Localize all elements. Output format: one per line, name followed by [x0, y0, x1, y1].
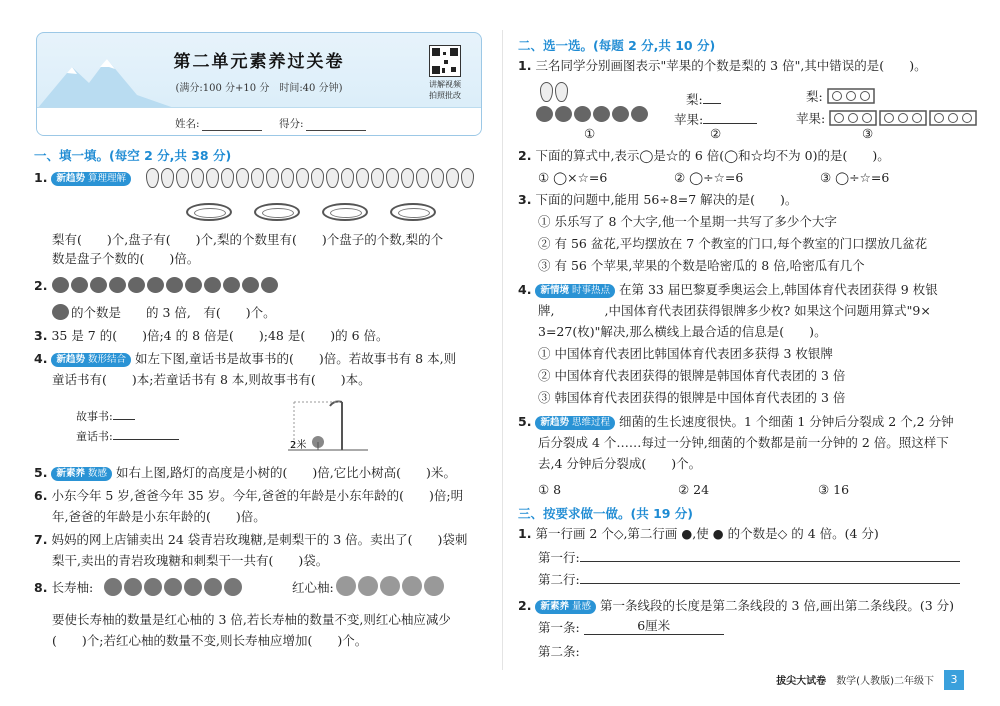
- c5-option-b: ② 24: [678, 482, 710, 497]
- score-field[interactable]: [306, 121, 366, 131]
- q4-diagram-b: 童话书:: [76, 428, 179, 445]
- d2-row-2: 第二条:: [538, 644, 580, 659]
- c1-fig2-pear: 梨:: [686, 92, 721, 108]
- d1-text: 1. 第一行画 2 个◇,第二行画 ●,使 ● 的个数是◇ 的 4 倍。(4 分): [518, 526, 879, 541]
- q8-text-2: ( )个;若红心柚的数量不变,则长寿柚应增加( )个。: [52, 633, 368, 648]
- q1-text-2: 数是盘子个数的( )倍。: [52, 251, 200, 266]
- c1-option-1: ①: [584, 126, 596, 141]
- c4-text-2: 牌, ,中国体育代表团获得银牌多少枚? 如果这个问题用算式"9×: [538, 303, 931, 318]
- q8-label-b: 红心柚:: [292, 580, 334, 595]
- name-field[interactable]: [202, 121, 262, 131]
- q6-text-1: 6. 小东今年 5 岁,爸爸今年 35 岁。今年,爸爸的年龄是小东年龄的( )倍;明: [34, 488, 464, 503]
- column-divider: [502, 30, 503, 670]
- score-label: 得分:: [279, 118, 304, 130]
- q1-text-1: 梨有( )个,盘子有( )个,梨的个数里有( )个盘子的个数,梨的个: [52, 232, 444, 247]
- q3-text: 3. 35 是 7 的( )倍;4 的 8 倍是( );48 是( )的 6 倍。: [34, 328, 389, 343]
- name-label: 姓名:: [175, 118, 200, 130]
- section-3-heading: 三、按要求做一做。(共 19 分): [518, 506, 694, 521]
- c3-option-c: ③ 有 56 个苹果,苹果的个数是哈密瓜的 8 倍,哈密瓜有几个: [538, 258, 865, 273]
- section-2-heading: 二、选一选。(每题 2 分,共 10 分): [518, 38, 716, 53]
- q4-text-1: 4. 新趋势 数形结合 如左下图,童话书是故事书的( )倍。若故事书有 8 本,则: [34, 351, 457, 366]
- name-score-row: [37, 107, 481, 135]
- exam-subtitle: (满分:100 分+10 分 时间:40 分钟): [175, 83, 343, 94]
- tree-height-label: 2米: [290, 440, 307, 451]
- c2-text: 2. 下面的算式中,表示◯是☆的 6 倍(◯和☆均不为 0)的是( )。: [518, 148, 890, 163]
- section-1-heading: 一、填一填。(每空 2 分,共 38 分): [34, 148, 232, 163]
- d2-row-1: 第一条: 6厘米: [538, 620, 724, 637]
- d2-text: 2. 新素养 量感 第一条线段的长度是第二条线段的 3 倍,画出第二条线段。(3 分): [518, 598, 955, 613]
- c5-option-a: ① 8: [538, 482, 562, 497]
- q1-tag: 新趋势 算理理解: [51, 172, 131, 186]
- c3-text: 3. 下面的问题中,能用 56÷8=7 解决的是( )。: [518, 192, 798, 207]
- q8-label-a: 8. 长寿柚:: [34, 580, 94, 595]
- c2-option-c: ③ ◯÷☆=6: [820, 170, 890, 185]
- qr-caption: 讲解视频 拍照批改: [429, 80, 461, 100]
- q7-text-1: 7. 妈妈的网上店铺卖出 24 袋青岩玫瑰糖,是刺梨干的 3 倍。卖出了( )袋刺: [34, 532, 468, 547]
- q6-text-2: 年,爸爸的年龄是小东年龄的( )倍。: [52, 509, 266, 524]
- c1-fig3-apple: 苹果:: [796, 110, 979, 127]
- q8-text-1: 要使长寿柚的数量是红心柚的 3 倍,若长寿柚的数量不变,则红心柚应减少: [52, 612, 451, 627]
- exam-title: 第二单元素养过关卷: [173, 52, 345, 72]
- c1-text: 1. 三名同学分别画图表示"苹果的个数是梨的 3 倍",其中错误的是( )。: [518, 58, 927, 73]
- q4-text-2: 童话书有( )本;若童话书有 8 本,则故事书有( )本。: [52, 372, 371, 387]
- q2-text: 的个数是 的 3 倍, 有( )个。: [52, 304, 276, 321]
- q1-pears: [146, 168, 476, 192]
- c1-fig3-pear: 梨:: [806, 88, 875, 105]
- c4-text-3: 3=27(枚)"解决,那么横线上最合适的信息是( )。: [538, 324, 827, 339]
- q2-number: 2.: [34, 278, 48, 293]
- qr-code-icon[interactable]: [429, 45, 461, 77]
- q1-plates: [186, 203, 458, 225]
- c5-text-1: 5. 新趋势 思维过程 细菌的生长速度很快。1 个细菌 1 分钟后分裂成 2 个,2 分钟: [518, 414, 954, 429]
- c3-option-a: ① 乐乐写了 8 个大字,他一个星期一共写了多少个大字: [538, 214, 837, 229]
- c3-option-b: ② 有 56 盆花,平均摆放在 7 个教室的门口,每个教室的门口摆放几盆花: [538, 236, 928, 251]
- c1-fig2-apple: 苹果:: [674, 112, 757, 128]
- exam-header: [36, 32, 482, 136]
- lamp-tree-diagram: [288, 396, 368, 456]
- c2-option-a: ① ◯×☆=6: [538, 170, 608, 185]
- c1-fig1-pears: [540, 82, 570, 106]
- q8-yuzu-a: [104, 578, 244, 600]
- d1-row-2: 第二行:: [538, 572, 960, 588]
- c5-text-2: 后分裂成 4 个……每过一分钟,细菌的个数都是前一分钟的 2 倍。照这样下: [538, 435, 949, 450]
- q4-diagram-a: 故事书:: [76, 408, 135, 425]
- c4-text-1: 4. 新情境 时事热点 在第 33 届巴黎夏季奥运会上,韩国体育代表团获得 9 枚银: [518, 282, 938, 297]
- q2-apples: [52, 277, 280, 297]
- page-number: 3: [944, 670, 964, 690]
- q1-header: 1. 新趋势 算理理解: [34, 170, 131, 186]
- c1-fig1-apples: [536, 106, 650, 126]
- c4-option-a: ① 中国体育代表团比韩国体育代表团多获得 3 枚银牌: [538, 346, 833, 361]
- q8-yuzu-b: [336, 576, 446, 600]
- q5-text: 5. 新素养 数感 如右上图,路灯的高度是小树的( )倍,它比小树高( )米。: [34, 465, 456, 480]
- c4-option-b: ② 中国体育代表团获得的银牌是韩国体育代表团的 3 倍: [538, 368, 846, 383]
- c5-text-3: 去,4 分钟后分裂成( )个。: [538, 456, 702, 471]
- q7-text-2: 梨干,卖出的青岩玫瑰糖和刺梨干一共有( )袋。: [52, 553, 329, 568]
- c1-option-2: ②: [710, 126, 722, 141]
- c1-option-3: ③: [862, 126, 874, 141]
- c4-option-c: ③ 韩国体育代表团获得的银牌是中国体育代表团的 3 倍: [538, 390, 846, 405]
- c5-option-c: ③ 16: [818, 482, 850, 497]
- d1-row-1: 第一行:: [538, 550, 960, 566]
- first-segment: 6厘米: [584, 618, 724, 635]
- c2-option-b: ② ◯÷☆=6: [674, 170, 744, 185]
- footer-brand: 拔尖大试卷 数学(人教版)二年级下: [776, 676, 934, 687]
